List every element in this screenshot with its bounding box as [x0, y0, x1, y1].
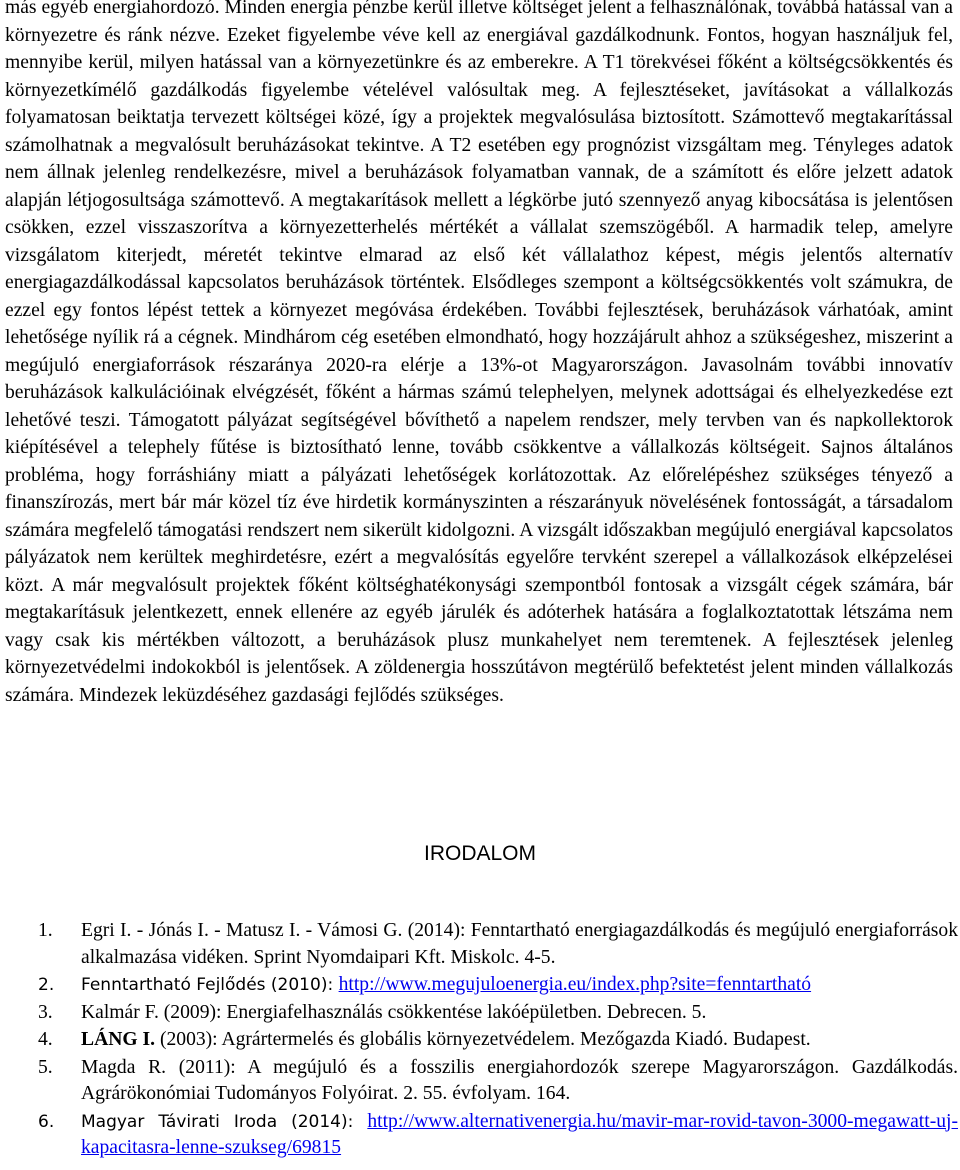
reference-item: [0, 1027, 958, 1054]
reference-item: [0, 972, 958, 999]
reference-number: 4.: [38, 1029, 53, 1050]
reference-number: 5.: [38, 1056, 53, 1078]
reference-link[interactable]: http://www.alternativenergia.hu/mavir-mar-rovid-tavon-3000-megawatt-uj-kapacitasra-lenne-szukseg/69815: [81, 1110, 958, 1158]
reference-text: Fenntartható Fejlődés (2010):: [81, 975, 339, 995]
reference-list: [0, 918, 958, 1163]
reference-item: [0, 1055, 958, 1108]
reference-text: Magyar Távirati Iroda (2014):: [81, 1111, 368, 1132]
reference-item: [0, 918, 958, 971]
reference-item: [0, 1000, 958, 1027]
body-paragraph: más egyéb energiahordozó. Minden energia pénzbe kerül illetve költséget jelent a felhasználónak, továbbá hatással van a környezetre és ránk nézve. Ezeket figyelembe véve kell az energiával gazdálkodnunk. Fontos, hogyan használjuk fel, mennyibe kerül, milyen hatással van a környezetünkre és az emberekre. A T1 törekvései főként a költségcsökkentés és környezetkímélő gazdálkodás figyelembe vételével valósultak meg. A fejlesztéseket, javításokat a vállalkozás folyamatosan beiktatja tervezett költségei közé, így a projektek megvalósulása biztosított. Számottevő megtakarítással számolhatnak a megvalósult beruházásokat tekintve. A T2 esetében egy prognózist vizsgáltam meg. Tényleges adatok nem állnak jelenleg rendelkezésre, mivel a beruházások folyamatban vannak, de a számított és előre jelzett adatok alapján létjogosultsága számottevő. A megtakarítások mellett a légkörbe jutó szennyező anyag kibocsátása is jelentősen csökken, ezzel visszaszorítva a környezetterhelés mértékét a vállalat szemszögéből. A harmadik telep, amelyre vizsgálatom kiterjedt, méretét tekintve elmarad az első két vállalathoz képest, mégis jelentős alternatív energiagazdálkodással kapcsolatos beruházások történtek. Elsődleges szempont a költségcsökkentés volt számukra, de ezzel egy fontos lépést tettek a környezet megóvása érdekében. További fejlesztések, beruházások várhatóak, amint lehetősége nyílik rá a cégnek. Mindhárom cég esetében elmondható, hogy hozzájárult ahhoz a szükségeshez, miszerint a megújuló energiaforrások részaránya 2020-ra elérje a 13%-ot Magyarországon. Javasolnám további innovatív beruházások kalkulációinak elvégzését, főként a hármas számú telephelyen, melynek adottságai és elhelyezkedése ezt lehetővé teszi. Támogatott pályázat segítségével bővíthető a napelem rendszer, mely tervben van és napkollektorok kiépítésével a telephely fűtése is biztosítható lenne, tovább csökkentve a vállalkozás költségeit. Sajnos általános probléma, hogy forráshiány miatt a pályázati lehetőségek korlátozottak. Az előrelépéshez szükséges tényező a finanszírozás, mert bár már közel tíz éve hirdetik kormányszinten a részarányuk növelésének fontosságát, a társadalom számára megfelelő támogatási rendszert nem sikerült kidolgozni. A vizsgált időszakban megújuló energiával kapcsolatos pályázatok nem kerültek meghirdetésre, ezért a megvalósítás egyelőre tervként szerepel a vállalkozások elképzelései közt. A már megvalósult projektek főként költséghatékonysági szempontból fontosak a vizsgált cégek számára, bár megtakarításuk jelentkezett, ennek ellenére az egyéb járulék és adóterhek hatására a foglalkoztatottak létszáma nem vagy csak kis mértékben változott, a beruházások plusz munkahelyet nem teremtenek. A fejlesztések jelenleg környezetvédelmi indokokból is jelentősek. A zöldenergia hosszútávon megtérülő befektetést jelent minden vállalkozás számára. Mindezek leküzdéséhez gazdasági fejlődés szükséges.: [5, 0, 953, 706]
reference-text: Egri I. - Jónás I. - Matusz I. - Vámosi G. (2014): Fenntartható energiagazdálkodás és megújuló energiaforrások alkalmazása vidéken. Sprint Nyomdaipari Kft. Miskolc. 4-5.: [81, 920, 958, 968]
reference-text: Magda R. (2011): A megújuló és a fosszilis energiahordozók szerepe Magyarországon. Gazdálkodás. Agrárökonómiai Tudományos Folyóirat. 2. 55. évfolyam. 164.: [81, 1056, 958, 1104]
reference-number: 2.: [38, 975, 55, 995]
reference-text: (2003): Agrártermelés és globális környezetvédelem. Mezőgazda Kiadó. Budapest.: [155, 1029, 811, 1050]
reference-item: [0, 1109, 958, 1162]
reference-number: 6.: [38, 1111, 55, 1132]
reference-text: Kalmár F. (2009): Energiafelhasználás csökkentése lakóépületben. Debrecen. 5.: [81, 1001, 707, 1023]
reference-link[interactable]: http://www.megujuloenergia.eu/index.php?site=fenntartható: [338, 974, 812, 995]
references-heading: IRODALOM: [423, 842, 536, 865]
reference-author: LÁNG I.: [81, 1029, 156, 1050]
reference-number: 1.: [38, 920, 53, 941]
reference-number: 3.: [38, 1001, 53, 1023]
